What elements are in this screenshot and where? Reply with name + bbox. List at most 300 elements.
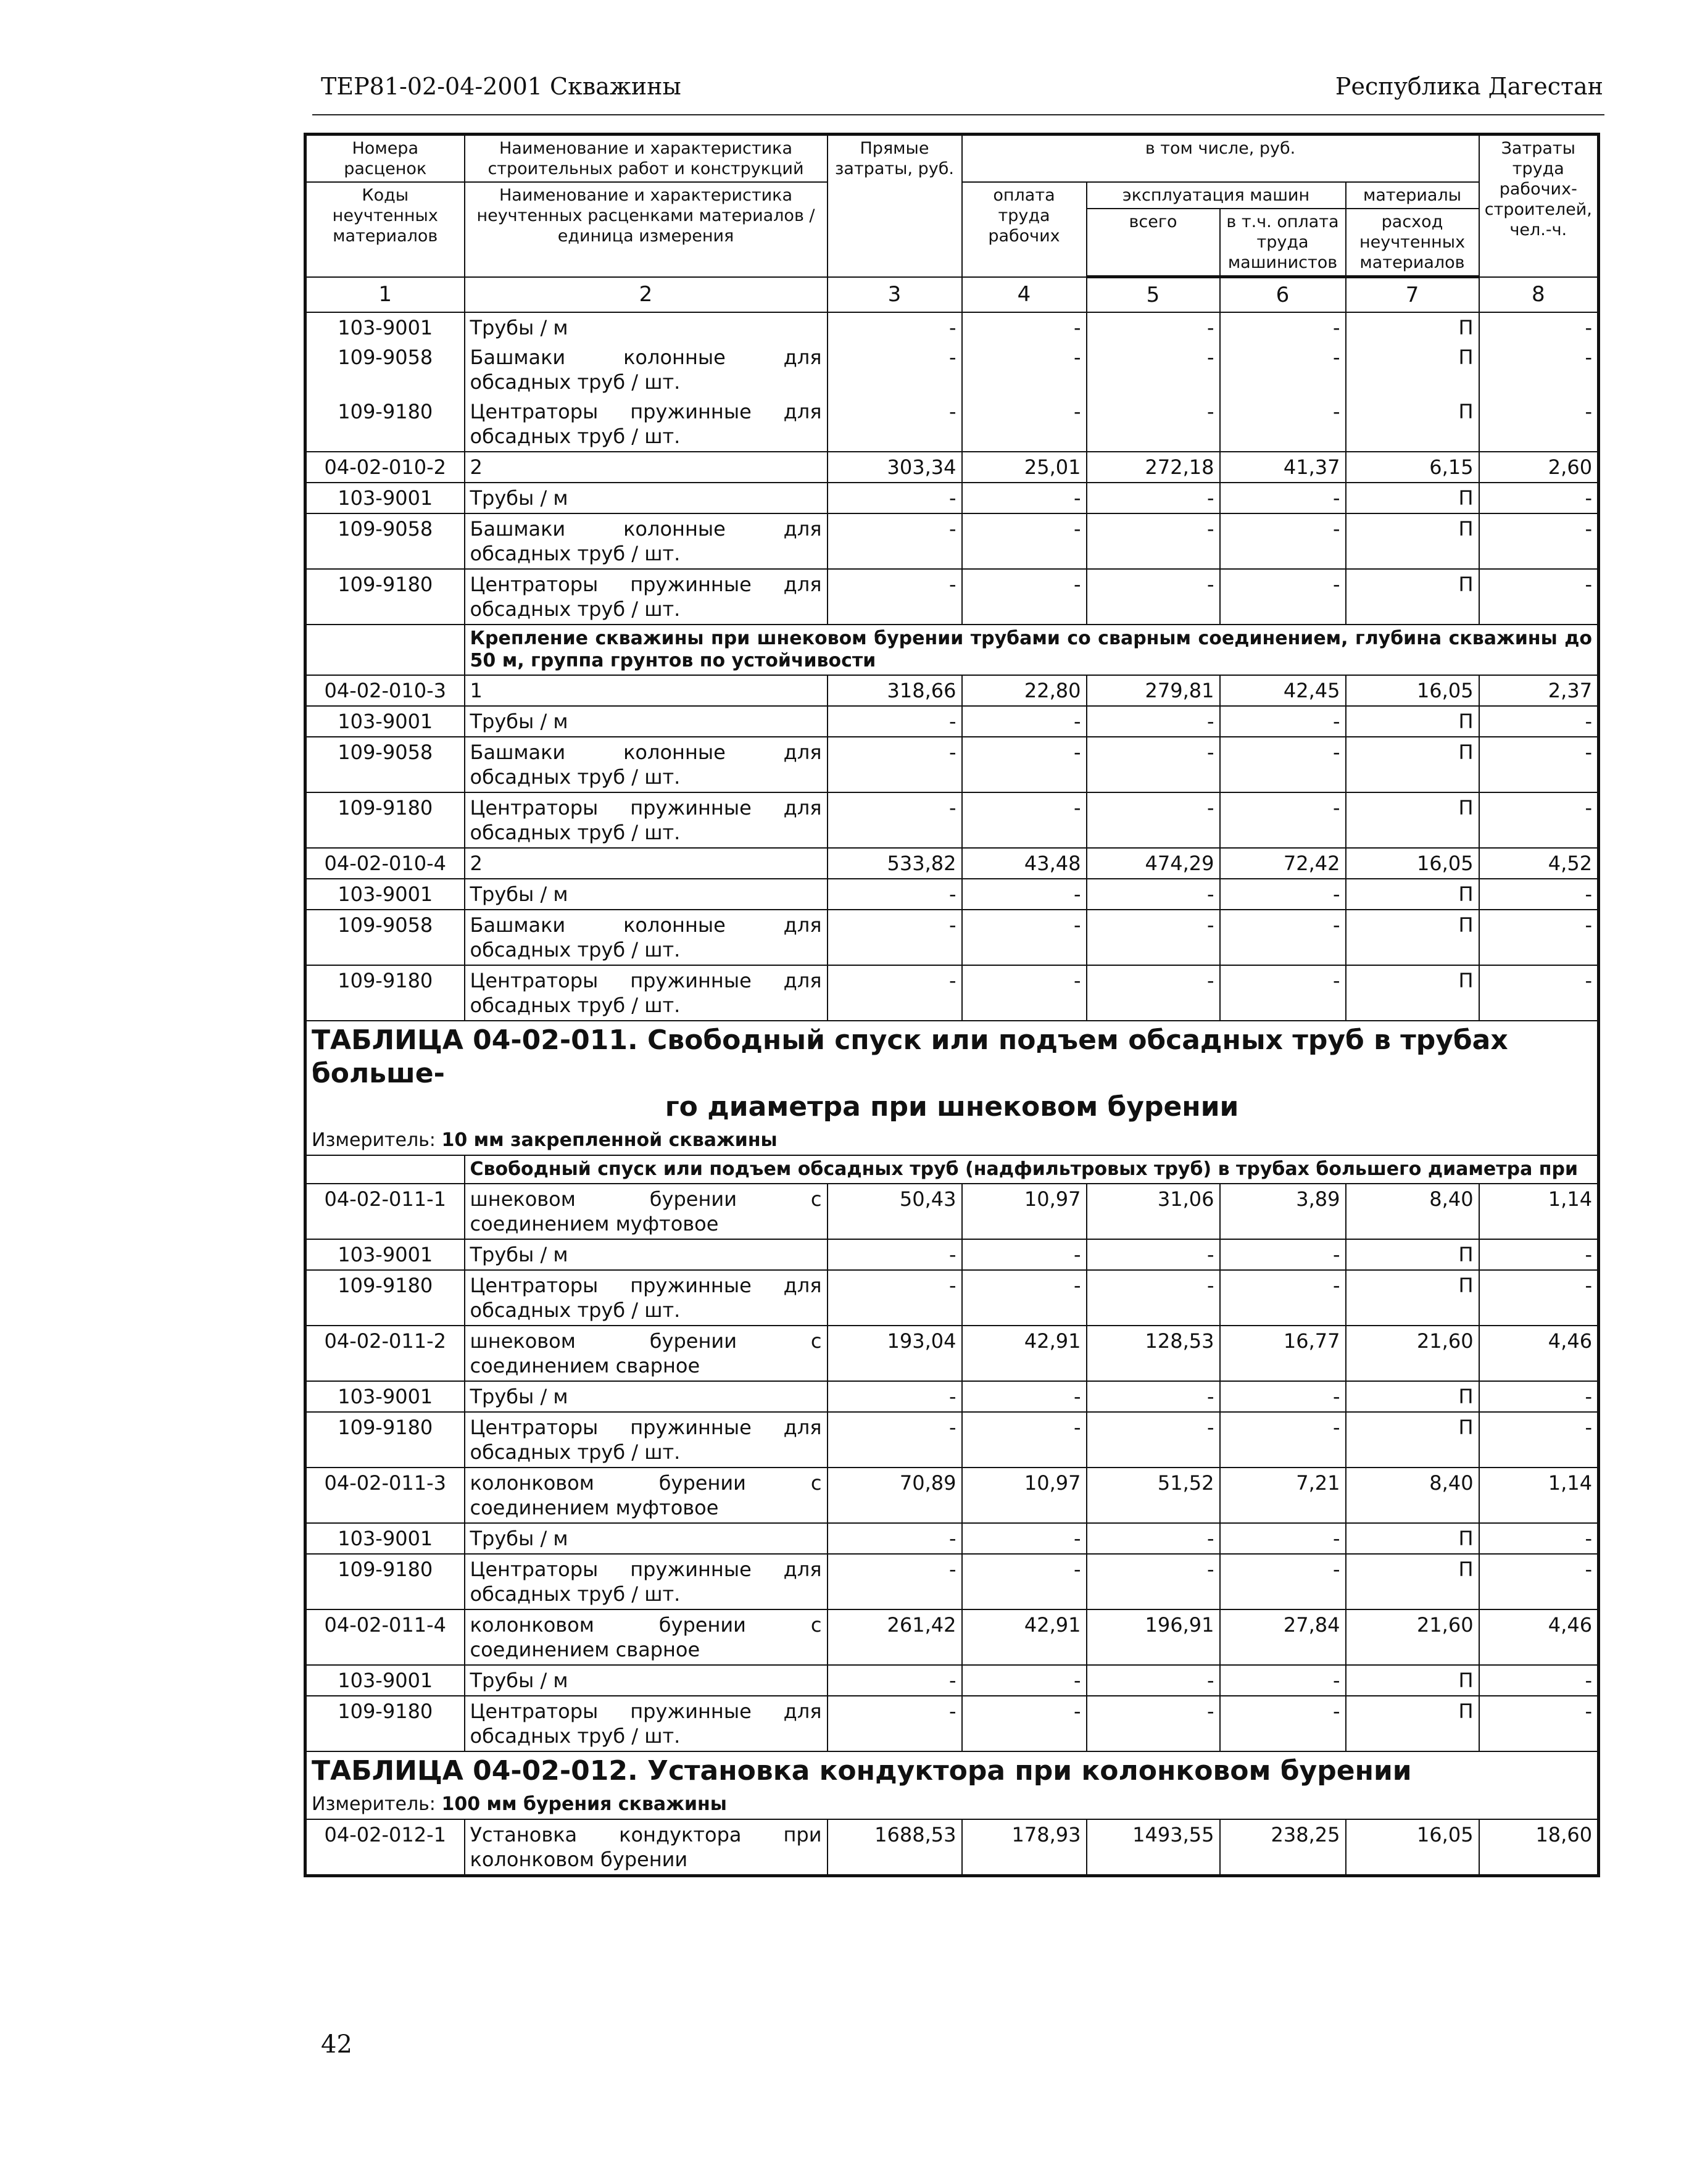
name-cell: Центраторы пружинные для обсадных труб / шт. xyxy=(465,965,828,1021)
head-direct-costs: Прямые затраты, руб. xyxy=(828,135,962,277)
labor-hours-cell: - xyxy=(1479,910,1599,965)
machines-total-cell: 196,91 xyxy=(1087,1609,1220,1665)
machines-total-cell: - xyxy=(1087,1665,1220,1696)
machines-total-cell: - xyxy=(1087,1270,1220,1326)
table-012-title-row xyxy=(305,1751,1599,1790)
table-row xyxy=(305,1270,1599,1326)
name-cell: 1 xyxy=(465,675,828,706)
material-consumption-cell: 21,60 xyxy=(1346,1609,1479,1665)
table-row xyxy=(305,513,1599,569)
rate-code-cell: 109-9058 xyxy=(305,513,465,569)
machinist-pay-cell: 7,21 xyxy=(1220,1468,1346,1523)
material-consumption-cell: П xyxy=(1346,1412,1479,1468)
worker-pay-cell: - xyxy=(962,910,1087,965)
group-04-02-011-3 xyxy=(305,1468,1599,1609)
group-04-02-011-4 xyxy=(305,1609,1599,1751)
machines-total-cell: - xyxy=(1087,1696,1220,1751)
machines-total-cell: - xyxy=(1087,569,1220,625)
machines-total-cell: - xyxy=(1087,513,1220,569)
material-consumption-cell: П xyxy=(1346,343,1479,397)
rate-code-cell: 103-9001 xyxy=(305,879,465,910)
table-row xyxy=(305,312,1599,343)
head-material-codes: Коды неучтенных материалов xyxy=(305,182,465,277)
worker-pay-cell: - xyxy=(962,1381,1087,1412)
col-number: 5 xyxy=(1087,277,1220,313)
worker-pay-cell: 42,91 xyxy=(962,1326,1087,1381)
machinist-pay-cell: 3,89 xyxy=(1220,1184,1346,1239)
worker-pay-cell: - xyxy=(962,706,1087,737)
group-04-02-011-2 xyxy=(305,1326,1599,1468)
group-top xyxy=(305,312,1599,452)
material-consumption-cell: 21,60 xyxy=(1346,1326,1479,1381)
worker-pay-cell: - xyxy=(962,965,1087,1021)
worker-pay-cell: - xyxy=(962,879,1087,910)
col-number: 1 xyxy=(305,277,465,313)
page-number: 42 xyxy=(321,2030,352,2059)
machinist-pay-cell: - xyxy=(1220,1381,1346,1412)
table-row xyxy=(305,879,1599,910)
labor-hours-cell: - xyxy=(1479,792,1599,848)
machines-total-cell: - xyxy=(1087,483,1220,513)
labor-hours-cell: 1,14 xyxy=(1479,1184,1599,1239)
head-in-total: в том числе, руб. xyxy=(962,135,1479,183)
machinist-pay-cell: 16,77 xyxy=(1220,1326,1346,1381)
name-cell: Центраторы пружинные для обсадных труб / шт. xyxy=(465,569,828,625)
rate-code-cell: 109-9058 xyxy=(305,910,465,965)
direct-costs-cell: - xyxy=(828,1554,962,1609)
group-04-02-011-1 xyxy=(305,1184,1599,1326)
worker-pay-cell: - xyxy=(962,792,1087,848)
machines-total-cell: 474,29 xyxy=(1087,848,1220,879)
labor-hours-cell: - xyxy=(1585,400,1593,423)
table-011-title-row xyxy=(305,1021,1599,1126)
material-consumption-cell: П xyxy=(1346,706,1479,737)
worker-pay-cell: 42,91 xyxy=(962,1609,1087,1665)
direct-costs-cell: - xyxy=(828,1381,962,1412)
rate-code-cell: 109-9180 xyxy=(305,1412,465,1468)
machinist-pay-cell: - xyxy=(1220,965,1346,1021)
machinist-pay-cell: 42,45 xyxy=(1220,675,1346,706)
name-cell: Трубы / м xyxy=(465,1381,828,1412)
material-consumption-cell: 16,05 xyxy=(1346,675,1479,706)
table-row xyxy=(305,1326,1599,1381)
rate-code-cell: 103-9001 xyxy=(305,312,465,343)
material-consumption-cell: П xyxy=(1346,965,1479,1021)
section-heading-welded: Крепление скважины при шнековом бурении трубами со сварным соединением, глубина скважины до 50 м, группа грунтов по устойчивости xyxy=(465,625,1599,675)
rate-code-cell: 109-9180 xyxy=(305,965,465,1021)
material-consumption-cell: П xyxy=(1346,483,1479,513)
name-cell: Трубы / м xyxy=(465,312,828,343)
measure-value: 10 мм закрепленной скважины xyxy=(441,1129,778,1151)
labor-hours-cell: 1,14 xyxy=(1479,1468,1599,1523)
head-material-consumption: расход неучтенных материалов xyxy=(1346,209,1479,277)
worker-pay-cell: - xyxy=(962,1270,1087,1326)
direct-costs-cell: - xyxy=(828,513,962,569)
table-row xyxy=(305,569,1599,625)
labor-hours-cell: - xyxy=(1479,483,1599,513)
machinist-pay-cell: - xyxy=(1220,397,1346,452)
labor-hours-cell: - xyxy=(1479,706,1599,737)
machines-total-cell: 31,06 xyxy=(1087,1184,1220,1239)
machines-total-cell: - xyxy=(1087,965,1220,1021)
group-04-02-010-4 xyxy=(305,848,1599,1021)
rates-table xyxy=(304,133,1600,1877)
labor-hours-cell: 4,46 xyxy=(1479,1326,1599,1381)
blank-cell xyxy=(305,1155,465,1184)
machinist-pay-cell: - xyxy=(1220,1270,1346,1326)
machinist-pay-cell: - xyxy=(1220,1554,1346,1609)
rate-code-cell: 04-02-010-3 xyxy=(305,675,465,706)
machinist-pay-cell: - xyxy=(1220,343,1346,397)
labor-hours-cell: - xyxy=(1479,513,1599,569)
direct-costs-cell: - xyxy=(828,1412,962,1468)
rate-code-cell: 103-9001 xyxy=(305,1239,465,1270)
direct-costs-cell: 318,66 xyxy=(828,675,962,706)
table-row xyxy=(305,1468,1599,1523)
table-row xyxy=(305,1696,1599,1751)
table-row xyxy=(305,1412,1599,1468)
rate-code-cell: 109-9180 xyxy=(305,1270,465,1326)
machines-total-cell: 51,52 xyxy=(1087,1468,1220,1523)
machinist-pay-cell: - xyxy=(1220,706,1346,737)
worker-pay-cell: - xyxy=(962,1412,1087,1468)
machines-total-cell: - xyxy=(1087,397,1220,452)
direct-costs-cell: - xyxy=(828,483,962,513)
direct-costs-cell: - xyxy=(828,312,962,343)
name-cell: шнековом бурении с соединением сварное xyxy=(465,1326,828,1381)
worker-pay-cell: - xyxy=(962,1665,1087,1696)
labor-hours-cell: 2,60 xyxy=(1479,452,1599,483)
material-consumption-cell: П xyxy=(1346,569,1479,625)
name-cell: 2 xyxy=(465,848,828,879)
labor-hours-cell: - xyxy=(1585,346,1593,369)
rate-code-cell: 109-9180 xyxy=(305,397,465,452)
name-cell: Башмаки колонные для обсадных труб / шт. xyxy=(465,343,828,397)
direct-costs-cell: - xyxy=(828,706,962,737)
head-rate-numbers: Номера расценок xyxy=(305,135,465,183)
name-cell: Центраторы пружинные для обсадных труб / шт. xyxy=(465,1696,828,1751)
direct-costs-cell: 50,43 xyxy=(828,1184,962,1239)
machines-total-cell: 128,53 xyxy=(1087,1326,1220,1381)
material-consumption-cell: П xyxy=(1346,1523,1479,1554)
material-consumption-cell: П xyxy=(1346,312,1479,343)
material-consumption-cell: П xyxy=(1346,397,1479,452)
material-consumption-cell: П xyxy=(1346,1381,1479,1412)
table-row xyxy=(305,452,1599,483)
worker-pay-cell: 10,97 xyxy=(962,1468,1087,1523)
direct-costs-cell: - xyxy=(828,910,962,965)
name-cell: Трубы / м xyxy=(465,1239,828,1270)
worker-pay-cell: - xyxy=(962,343,1087,397)
table-row xyxy=(305,397,1599,452)
col-number: 4 xyxy=(962,277,1087,313)
machines-total-cell: - xyxy=(1087,1381,1220,1412)
table-row xyxy=(305,792,1599,848)
table-row xyxy=(305,343,1599,397)
labor-hours-cell: - xyxy=(1479,965,1599,1021)
material-consumption-cell: П xyxy=(1346,1239,1479,1270)
machinist-pay-cell: - xyxy=(1220,737,1346,792)
machinist-pay-cell: - xyxy=(1220,1412,1346,1468)
machines-total-cell: - xyxy=(1087,910,1220,965)
machines-total-cell: - xyxy=(1087,879,1220,910)
table-011-title-line1: ТАБЛИЦА 04-02-011. Свободный спуск или подъем обсадных труб в трубах больше- xyxy=(312,1024,1508,1089)
table-011-subheading-row xyxy=(305,1155,1599,1184)
machinist-pay-cell: - xyxy=(1220,1665,1346,1696)
table-row xyxy=(305,1665,1599,1696)
labor-hours-cell: - xyxy=(1479,1554,1599,1609)
table-row xyxy=(305,965,1599,1021)
worker-pay-cell: - xyxy=(962,312,1087,343)
table-row xyxy=(305,1609,1599,1665)
group-04-02-010-2 xyxy=(305,452,1599,625)
direct-costs-cell: - xyxy=(828,965,962,1021)
worker-pay-cell: 22,80 xyxy=(962,675,1087,706)
labor-hours-cell: - xyxy=(1479,879,1599,910)
worker-pay-cell: - xyxy=(962,1696,1087,1751)
rate-code-cell: 04-02-011-1 xyxy=(305,1184,465,1239)
col-number: 2 xyxy=(465,277,828,313)
material-consumption-cell: П xyxy=(1346,879,1479,910)
rate-code-cell: 04-02-010-4 xyxy=(305,848,465,879)
table-row xyxy=(305,848,1599,879)
direct-costs-cell: - xyxy=(828,1239,962,1270)
rate-code-cell: 103-9001 xyxy=(305,483,465,513)
worker-pay-cell: - xyxy=(962,513,1087,569)
head-machines: эксплуатация машин xyxy=(1087,182,1346,209)
table-011-title xyxy=(305,1021,1599,1126)
labor-hours-cell: 2,37 xyxy=(1479,675,1599,706)
blank-cell xyxy=(305,625,465,675)
machinist-pay-cell: - xyxy=(1220,513,1346,569)
header-rule xyxy=(312,114,1604,115)
machinist-pay-cell: - xyxy=(1220,910,1346,965)
head-worker-pay: оплата труда рабочих xyxy=(962,182,1087,277)
head-labor-hours: Затраты труда рабочих-строителей, чел.-ч. xyxy=(1479,135,1599,277)
rate-code-cell: 109-9180 xyxy=(305,1554,465,1609)
rate-code-cell: 109-9058 xyxy=(305,737,465,792)
labor-hours-cell: - xyxy=(1479,1696,1599,1751)
machines-total-cell: - xyxy=(1087,1523,1220,1554)
machinist-pay-cell: - xyxy=(1220,879,1346,910)
labor-hours-cell: - xyxy=(1479,1665,1599,1696)
rate-code-cell: 04-02-011-2 xyxy=(305,1326,465,1381)
group-04-02-012-1 xyxy=(305,1819,1599,1876)
table-row xyxy=(305,675,1599,706)
machinist-pay-cell: - xyxy=(1220,1696,1346,1751)
head-material-name: Наименование и характеристика неучтенных расценками материалов / единица измерения xyxy=(465,182,828,277)
labor-hours-cell: - xyxy=(1479,1412,1599,1468)
material-consumption-cell: 8,40 xyxy=(1346,1184,1479,1239)
table-012-measure-row xyxy=(305,1790,1599,1819)
head-work-name: Наименование и характеристика строительных работ и конструкций xyxy=(465,135,828,183)
labor-hours-cell: 4,46 xyxy=(1479,1609,1599,1665)
rate-code-cell: 103-9001 xyxy=(305,1523,465,1554)
table-row xyxy=(305,737,1599,792)
direct-costs-cell: - xyxy=(828,569,962,625)
name-cell: Центраторы пружинные для обсадных труб / шт. xyxy=(465,1412,828,1468)
col-number: 8 xyxy=(1479,277,1599,313)
labor-hours-cell: - xyxy=(1479,1239,1599,1270)
table-row xyxy=(305,1819,1599,1876)
rate-code-cell: 109-9180 xyxy=(305,569,465,625)
table-head xyxy=(305,135,1599,313)
machines-total-cell: 1493,55 xyxy=(1087,1819,1220,1876)
name-cell: Центраторы пружинные для обсадных труб / шт. xyxy=(465,792,828,848)
table-011-measure-row xyxy=(305,1126,1599,1155)
section-heading-row xyxy=(305,625,1599,675)
worker-pay-cell: - xyxy=(962,397,1087,452)
machinist-pay-cell: 27,84 xyxy=(1220,1609,1346,1665)
machinist-pay-cell: 41,37 xyxy=(1220,452,1346,483)
name-cell: Трубы / м xyxy=(465,879,828,910)
table-row xyxy=(305,1184,1599,1239)
direct-costs-cell: 261,42 xyxy=(828,1609,962,1665)
table-row xyxy=(305,483,1599,513)
machinist-pay-cell: 72,42 xyxy=(1220,848,1346,879)
worker-pay-cell: - xyxy=(962,1239,1087,1270)
labor-hours-cell: - xyxy=(1585,316,1593,339)
rate-code-cell: 103-9001 xyxy=(305,1381,465,1412)
material-consumption-cell: П xyxy=(1346,1554,1479,1609)
labor-hours-cell: - xyxy=(1479,569,1599,625)
direct-costs-cell: 1688,53 xyxy=(828,1819,962,1876)
machines-total-cell: - xyxy=(1087,312,1220,343)
rate-code-cell: 04-02-010-2 xyxy=(305,452,465,483)
direct-costs-cell: 193,04 xyxy=(828,1326,962,1381)
rate-code-cell: 109-9180 xyxy=(305,1696,465,1751)
name-cell: Башмаки колонные для обсадных труб / шт. xyxy=(465,910,828,965)
table-011-measure xyxy=(305,1126,1599,1155)
labor-hours-cell: 18,60 xyxy=(1479,1819,1599,1876)
machinist-pay-cell: - xyxy=(1220,1239,1346,1270)
table-row xyxy=(305,910,1599,965)
direct-costs-cell: 533,82 xyxy=(828,848,962,879)
material-consumption-cell: П xyxy=(1346,1665,1479,1696)
name-cell: Центраторы пружинные для обсадных труб / шт. xyxy=(465,1554,828,1609)
table-row xyxy=(305,1239,1599,1270)
direct-costs-cell: 303,34 xyxy=(828,452,962,483)
rate-code-cell: 04-02-011-3 xyxy=(305,1468,465,1523)
table-row xyxy=(305,1523,1599,1554)
machines-total-cell: 272,18 xyxy=(1087,452,1220,483)
document-code: ТЕР81-02-04-2001 Скважины xyxy=(321,73,681,100)
measure-label: Измеритель: xyxy=(312,1793,436,1815)
machines-total-cell: - xyxy=(1087,1239,1220,1270)
head-machinist-pay: в т.ч. оплата труда машинистов xyxy=(1220,209,1346,277)
worker-pay-cell: - xyxy=(962,569,1087,625)
material-consumption-cell: П xyxy=(1346,1270,1479,1326)
rate-code-cell: 109-9180 xyxy=(305,792,465,848)
labor-hours-cell: - xyxy=(1479,1381,1599,1412)
machinist-pay-cell: 238,25 xyxy=(1220,1819,1346,1876)
worker-pay-cell: 25,01 xyxy=(962,452,1087,483)
direct-costs-cell: - xyxy=(828,1665,962,1696)
group-04-02-010-3 xyxy=(305,675,1599,848)
worker-pay-cell: - xyxy=(962,1523,1087,1554)
worker-pay-cell: - xyxy=(962,483,1087,513)
direct-costs-cell: - xyxy=(828,1270,962,1326)
table-011-subheading: Свободный спуск или подъем обсадных труб (надфильтровых труб) в трубах большего диаметра при xyxy=(465,1155,1599,1184)
col-number: 3 xyxy=(828,277,962,313)
name-cell: колонковом бурении с соединением сварное xyxy=(465,1609,828,1665)
worker-pay-cell: 43,48 xyxy=(962,848,1087,879)
worker-pay-cell: - xyxy=(962,1554,1087,1609)
machines-total-cell: 279,81 xyxy=(1087,675,1220,706)
col-number: 7 xyxy=(1346,277,1479,313)
direct-costs-cell: - xyxy=(828,343,962,397)
machinist-pay-cell: - xyxy=(1220,312,1346,343)
measure-value: 100 мм бурения скважины xyxy=(441,1793,727,1815)
material-consumption-cell: 16,05 xyxy=(1346,848,1479,879)
rate-code-cell: 103-9001 xyxy=(305,706,465,737)
worker-pay-cell: - xyxy=(962,737,1087,792)
direct-costs-cell: - xyxy=(828,879,962,910)
material-consumption-cell: 16,05 xyxy=(1346,1819,1479,1876)
name-cell: шнековом бурении с соединением муфтовое xyxy=(465,1184,828,1239)
direct-costs-cell: - xyxy=(828,737,962,792)
labor-hours-cell: 4,52 xyxy=(1479,848,1599,879)
material-consumption-cell: П xyxy=(1346,513,1479,569)
head-machines-total: всего xyxy=(1087,209,1220,277)
machinist-pay-cell: - xyxy=(1220,569,1346,625)
direct-costs-cell: - xyxy=(828,1696,962,1751)
name-cell: Центраторы пружинные для обсадных труб / шт. xyxy=(465,1270,828,1326)
material-consumption-cell: П xyxy=(1346,910,1479,965)
material-consumption-cell: П xyxy=(1346,792,1479,848)
direct-costs-cell: - xyxy=(828,792,962,848)
rate-code-cell: 04-02-012-1 xyxy=(305,1819,465,1876)
machines-total-cell: - xyxy=(1087,737,1220,792)
name-cell: 2 xyxy=(465,452,828,483)
machines-total-cell: - xyxy=(1087,1554,1220,1609)
machines-total-cell: - xyxy=(1087,792,1220,848)
name-cell: Трубы / м xyxy=(465,1665,828,1696)
name-cell: Трубы / м xyxy=(465,483,828,513)
table-row xyxy=(305,706,1599,737)
direct-costs-cell: - xyxy=(828,1523,962,1554)
name-cell: Установка кондуктора при колонковом бурении xyxy=(465,1819,828,1876)
rate-code-cell: 109-9058 xyxy=(305,343,465,397)
worker-pay-cell: 10,97 xyxy=(962,1184,1087,1239)
machines-total-cell: - xyxy=(1087,1412,1220,1468)
rate-code-cell: 103-9001 xyxy=(305,1665,465,1696)
material-consumption-cell: 8,40 xyxy=(1346,1468,1479,1523)
machines-total-cell: - xyxy=(1087,343,1220,397)
table-row xyxy=(305,1554,1599,1609)
machinist-pay-cell: - xyxy=(1220,483,1346,513)
col-number: 6 xyxy=(1220,277,1346,313)
name-cell: Трубы / м xyxy=(465,706,828,737)
direct-costs-cell: - xyxy=(828,397,962,452)
labor-hours-cell: - xyxy=(1479,1270,1599,1326)
machinist-pay-cell: - xyxy=(1220,792,1346,848)
labor-hours-cell: - xyxy=(1479,737,1599,792)
name-cell: колонковом бурении с соединением муфтовое xyxy=(465,1468,828,1523)
name-cell: Башмаки колонные для обсадных труб / шт. xyxy=(465,737,828,792)
material-consumption-cell: П xyxy=(1346,1696,1479,1751)
labor-hours-cell: - xyxy=(1479,1523,1599,1554)
table-012-measure xyxy=(305,1790,1599,1819)
worker-pay-cell: 178,93 xyxy=(962,1819,1087,1876)
name-cell: Башмаки колонные для обсадных труб / шт. xyxy=(465,513,828,569)
table-012-title: ТАБЛИЦА 04-02-012. Установка кондуктора при колонковом бурении xyxy=(305,1751,1599,1790)
head-materials: материалы xyxy=(1346,182,1479,209)
material-consumption-cell: П xyxy=(1346,737,1479,792)
region-name: Республика Дагестан xyxy=(1335,73,1603,100)
measure-label: Измеритель: xyxy=(312,1129,436,1151)
machinist-pay-cell: - xyxy=(1220,1523,1346,1554)
